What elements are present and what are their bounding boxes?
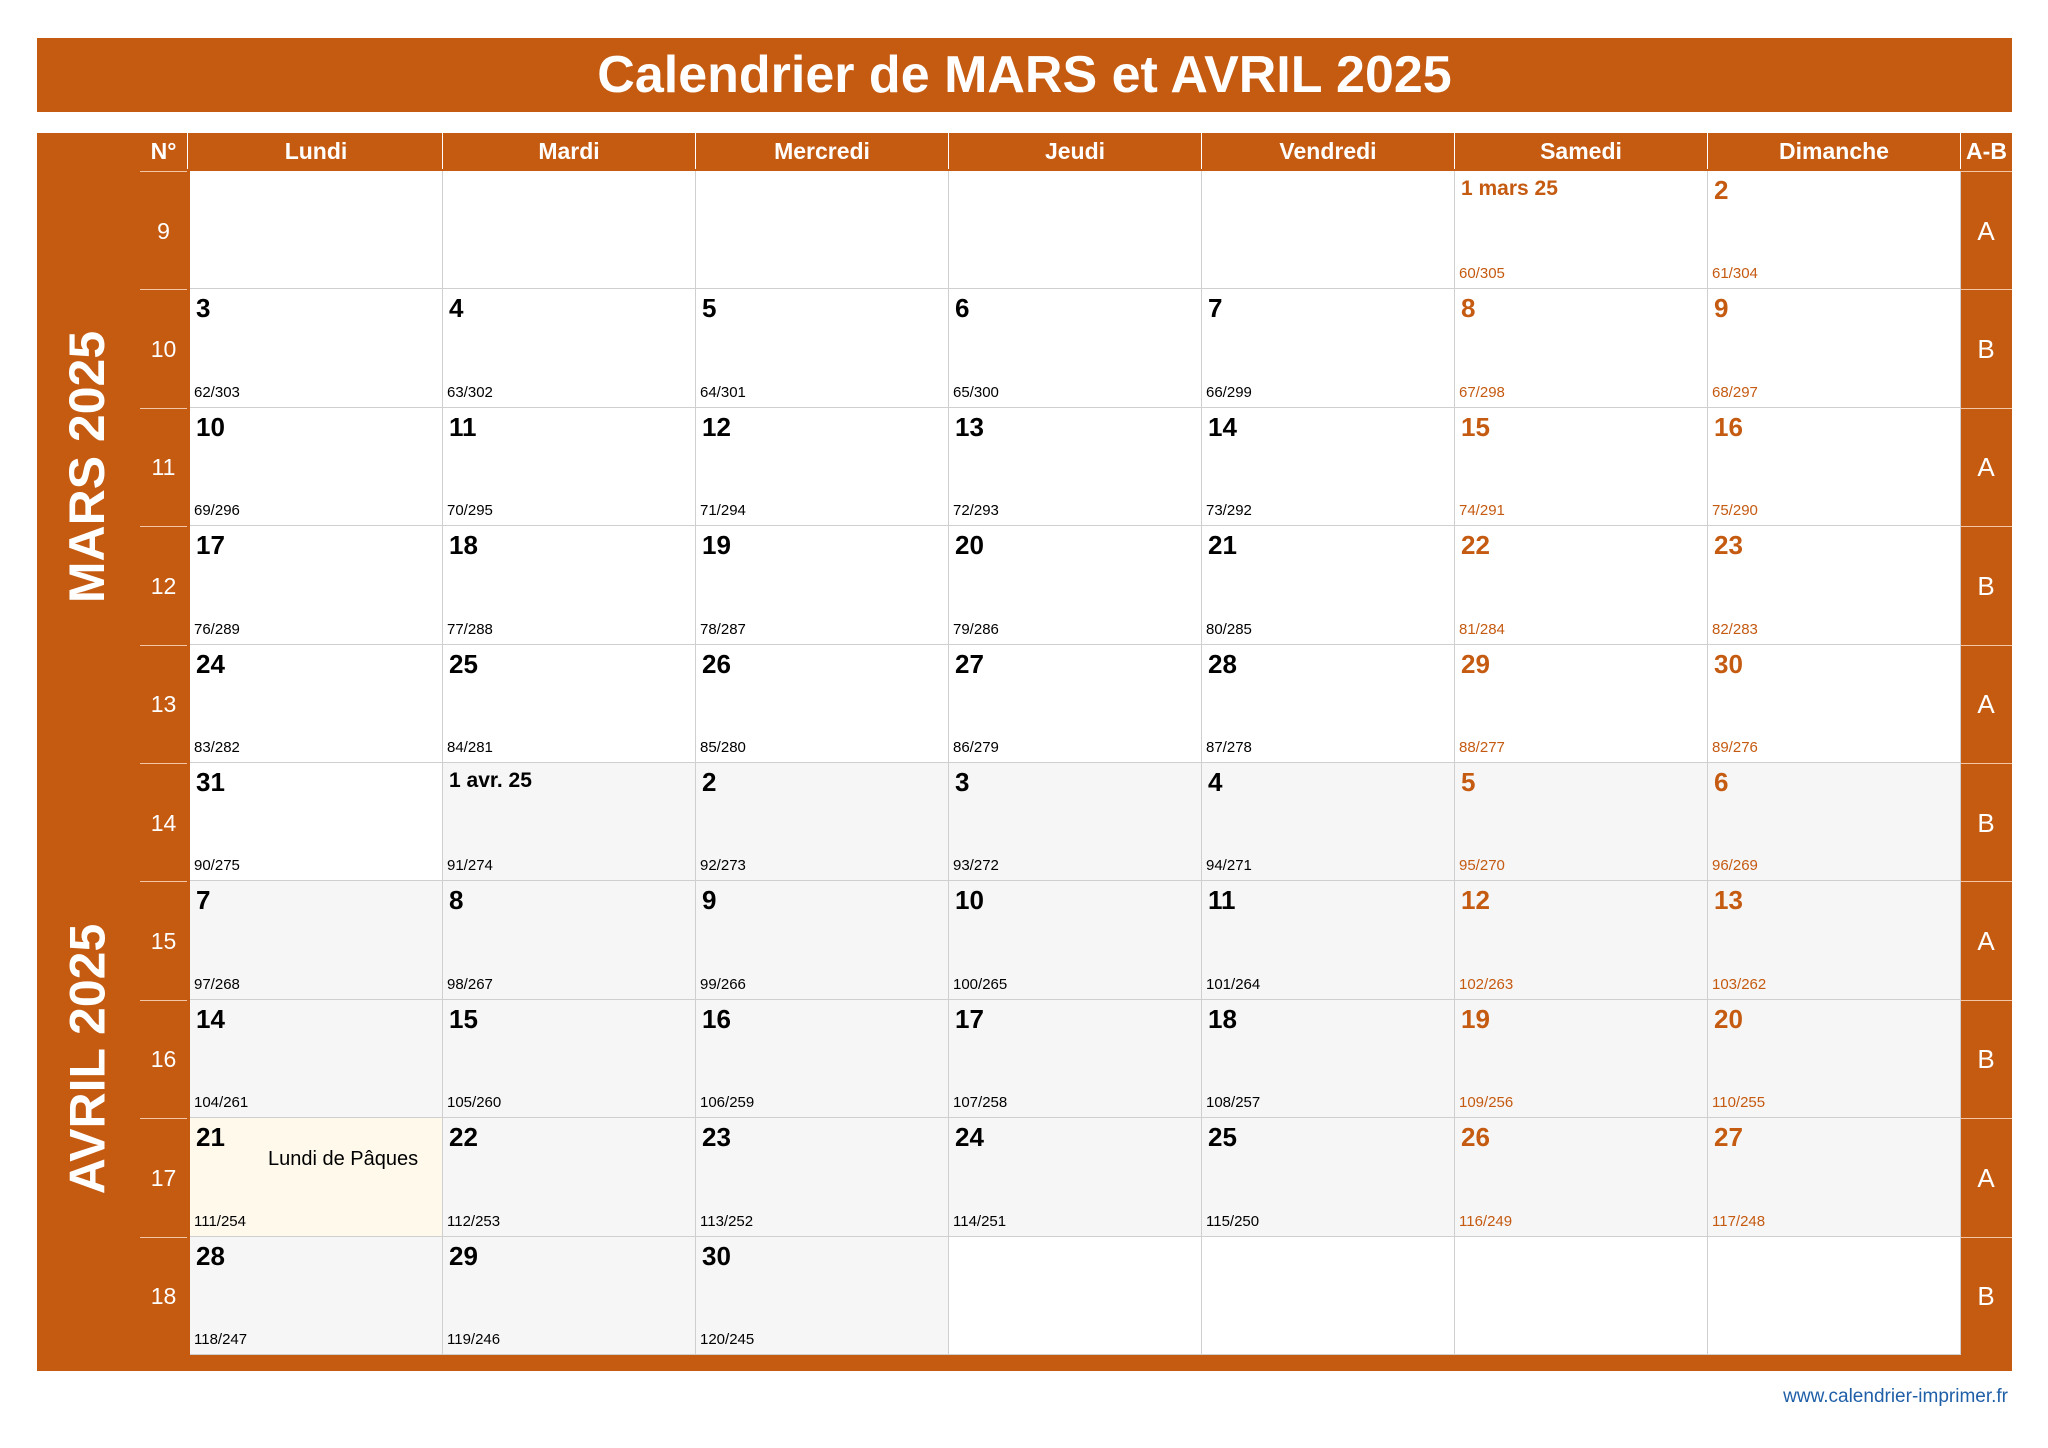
day-cell[interactable] — [190, 1237, 443, 1355]
day-of-year-count: 72/293 — [953, 502, 999, 520]
day-of-year-count: 65/300 — [953, 383, 999, 401]
day-of-year-count: 103/262 — [1712, 975, 1767, 993]
day-of-year-count: 102/263 — [1459, 975, 1514, 993]
day-number: 3 — [955, 767, 970, 797]
day-cell[interactable] — [696, 289, 949, 407]
day-cell[interactable] — [443, 1118, 696, 1236]
day-number: 3 — [196, 293, 211, 324]
day-of-year-count: 98/267 — [447, 975, 493, 993]
day-number: 14 — [196, 1003, 225, 1034]
day-cell[interactable] — [1202, 526, 1455, 644]
week-number: 15 — [140, 881, 187, 1000]
day-cell[interactable] — [443, 408, 696, 526]
day-cell[interactable] — [696, 881, 949, 999]
empty-day-cell — [696, 171, 949, 289]
header-sunday: Dimanche — [1708, 133, 1961, 169]
week-ab-label: B — [1960, 526, 2012, 645]
empty-day-cell — [1202, 171, 1455, 289]
day-number: 2 — [1714, 175, 1729, 205]
week-ab-label: A — [1960, 1118, 2012, 1237]
header-week-number: N° — [140, 133, 188, 169]
day-cell[interactable] — [1455, 171, 1708, 289]
day-of-year-count: 105/260 — [447, 1094, 502, 1112]
week-number: 11 — [140, 408, 187, 527]
day-of-year-count: 88/277 — [1459, 738, 1505, 756]
day-number: 9 — [1714, 293, 1729, 324]
day-cell[interactable] — [1202, 408, 1455, 526]
day-of-year-count: 107/258 — [953, 1094, 1008, 1112]
header-ab: A-B — [1966, 137, 2007, 164]
day-number: 19 — [702, 530, 731, 561]
week-ab-label: B — [1960, 763, 2012, 882]
day-cell[interactable] — [696, 645, 949, 763]
day-of-year-count: 62/303 — [194, 383, 240, 401]
day-number: 11 — [1208, 885, 1236, 916]
day-cell[interactable] — [696, 408, 949, 526]
day-number: 30 — [1714, 648, 1743, 679]
day-number: 21 — [1208, 530, 1237, 561]
day-number: 12 — [702, 411, 731, 442]
day-of-year-count: 114/251 — [953, 1212, 1007, 1230]
day-cell[interactable] — [1202, 881, 1455, 999]
day-of-year-count: 64/301 — [700, 383, 746, 401]
day-cell[interactable] — [1708, 1118, 1961, 1236]
week-number: 10 — [140, 289, 187, 408]
day-of-year-count: 68/297 — [1712, 383, 1758, 401]
day-of-year-count: 77/288 — [447, 620, 493, 638]
day-of-year-count: 70/295 — [447, 502, 493, 520]
day-number: 28 — [1208, 648, 1237, 679]
day-cell[interactable] — [949, 1118, 1202, 1236]
day-cell[interactable] — [443, 289, 696, 407]
day-number: 5 — [1461, 767, 1476, 797]
empty-day-cell — [1202, 1237, 1455, 1355]
day-of-year-count: 69/296 — [194, 502, 240, 520]
day-cell[interactable] — [1708, 526, 1961, 644]
day-cell[interactable] — [190, 526, 443, 644]
holiday-label: Lundi de Pâques — [268, 1148, 419, 1171]
day-cell[interactable] — [1455, 408, 1708, 526]
day-of-year-count: 115/250 — [1206, 1212, 1260, 1230]
day-of-year-count: 120/245 — [700, 1330, 755, 1348]
day-cell[interactable] — [1455, 881, 1708, 999]
day-cell[interactable] — [1455, 763, 1708, 881]
week-ab-label: B — [1960, 1000, 2012, 1119]
week-ab-label: B — [1960, 1237, 2012, 1356]
day-number: 10 — [196, 411, 225, 442]
day-cell[interactable] — [190, 645, 443, 763]
day-number: 23 — [702, 1122, 731, 1153]
day-number: 18 — [1208, 1003, 1237, 1034]
day-of-year-count: 116/249 — [1459, 1212, 1513, 1230]
day-of-year-count: 90/275 — [194, 857, 240, 875]
day-cell[interactable] — [1708, 763, 1961, 881]
empty-day-cell — [1708, 1237, 1961, 1355]
day-cell[interactable] — [696, 763, 949, 881]
day-cell[interactable] — [443, 881, 696, 999]
day-number: 22 — [449, 1122, 478, 1153]
day-cell[interactable] — [1455, 526, 1708, 644]
day-cell[interactable] — [1455, 1118, 1708, 1236]
day-of-year-count: 113/252 — [700, 1212, 754, 1230]
day-number: 6 — [1714, 767, 1729, 797]
day-cell[interactable] — [949, 289, 1202, 407]
day-number: 19 — [1461, 1003, 1490, 1034]
day-number: 5 — [702, 293, 717, 324]
day-of-year-count: 75/290 — [1712, 502, 1758, 520]
day-number: 8 — [449, 885, 464, 916]
day-cell[interactable] — [1202, 763, 1455, 881]
day-cell[interactable] — [949, 763, 1202, 881]
day-of-year-count: 96/269 — [1712, 857, 1758, 875]
day-number: 4 — [449, 293, 464, 324]
day-of-year-count: 111/254 — [194, 1212, 246, 1230]
day-of-year-count: 63/302 — [447, 383, 493, 401]
day-of-year-count: 67/298 — [1459, 383, 1505, 401]
week-number: 9 — [140, 171, 187, 290]
week-number: 18 — [140, 1237, 187, 1356]
day-number: 10 — [955, 885, 984, 916]
day-number: 16 — [1714, 411, 1743, 442]
day-of-year-count: 91/274 — [447, 857, 493, 875]
day-cell[interactable] — [190, 408, 443, 526]
day-number: 25 — [1208, 1122, 1237, 1153]
day-cell[interactable] — [443, 645, 696, 763]
day-number: 25 — [449, 648, 478, 679]
day-of-year-count: 99/266 — [700, 975, 746, 993]
day-number: 24 — [196, 648, 225, 679]
month-band-march — [37, 171, 138, 763]
day-number: 2 — [702, 767, 717, 797]
day-number: 26 — [702, 648, 731, 679]
day-of-year-count: 94/271 — [1206, 857, 1252, 875]
day-cell[interactable] — [1708, 408, 1961, 526]
day-number: 8 — [1461, 293, 1476, 324]
day-cell[interactable] — [190, 1118, 443, 1236]
day-cell[interactable] — [949, 881, 1202, 999]
day-cell[interactable] — [1202, 1000, 1455, 1118]
day-number: 7 — [196, 885, 211, 916]
day-number: 16 — [702, 1003, 731, 1034]
day-cell[interactable] — [1202, 289, 1455, 407]
day-cell[interactable] — [949, 645, 1202, 763]
day-number: 9 — [702, 885, 717, 916]
day-of-year-count: 66/299 — [1206, 383, 1252, 401]
week-number: 16 — [140, 1000, 187, 1119]
day-number: 23 — [1714, 530, 1743, 561]
day-of-year-count: 101/264 — [1206, 975, 1261, 993]
day-cell[interactable] — [190, 881, 443, 999]
day-of-year-count: 89/276 — [1712, 738, 1758, 756]
day-of-year-count: 78/287 — [700, 620, 746, 638]
day-number: 27 — [1714, 1122, 1743, 1153]
day-cell[interactable] — [443, 1000, 696, 1118]
day-of-year-count: 82/283 — [1712, 620, 1758, 638]
day-of-year-count: 71/294 — [700, 502, 746, 520]
day-number: 17 — [955, 1003, 984, 1034]
day-of-year-count: 119/246 — [447, 1330, 501, 1348]
header-friday: Vendredi — [1202, 133, 1455, 169]
day-cell[interactable] — [1455, 1000, 1708, 1118]
day-cell[interactable] — [1202, 645, 1455, 763]
week-ab-label: A — [1960, 408, 2012, 527]
day-number: 21 — [196, 1122, 225, 1153]
empty-day-cell — [949, 171, 1202, 289]
day-of-year-count: 110/255 — [1712, 1094, 1766, 1112]
day-of-year-count: 81/284 — [1459, 620, 1505, 638]
day-cell[interactable] — [1708, 1000, 1961, 1118]
day-cell[interactable] — [443, 1237, 696, 1355]
week-ab-label: B — [1960, 289, 2012, 408]
week-number: 14 — [140, 763, 187, 882]
day-number: 27 — [955, 648, 984, 679]
day-of-year-count: 92/273 — [700, 857, 746, 875]
day-of-year-count: 79/286 — [953, 620, 999, 638]
day-of-year-count: 73/292 — [1206, 502, 1252, 520]
day-number: 18 — [449, 530, 478, 561]
day-cell[interactable] — [190, 763, 443, 881]
week-ab-label: A — [1960, 645, 2012, 764]
day-cell[interactable] — [696, 1237, 949, 1355]
day-of-year-count: 87/278 — [1206, 738, 1252, 756]
header-thursday: Jeudi — [949, 133, 1202, 169]
day-number: 29 — [1461, 648, 1490, 679]
day-number: 20 — [955, 530, 984, 561]
day-number: 12 — [1461, 885, 1490, 916]
day-cell[interactable] — [1708, 881, 1961, 999]
day-number: 14 — [1208, 411, 1237, 442]
week-number: 12 — [140, 526, 187, 645]
day-number: 29 — [449, 1240, 478, 1271]
day-of-year-count: 97/268 — [194, 975, 240, 993]
day-cell[interactable] — [949, 408, 1202, 526]
calendar-title: Calendrier de MARS et AVRIL 2025 — [37, 38, 2012, 112]
day-number: 4 — [1208, 767, 1223, 797]
day-of-year-count: 93/272 — [953, 857, 999, 875]
month-label-march: MARS 2025 — [59, 330, 116, 604]
day-of-year-count: 85/280 — [700, 738, 746, 756]
day-of-year-count: 95/270 — [1459, 857, 1505, 875]
day-number: 15 — [1461, 411, 1490, 442]
day-number: 22 — [1461, 530, 1490, 561]
day-cell[interactable] — [949, 526, 1202, 644]
day-number: 1 mars 25 — [1461, 177, 1558, 200]
day-of-year-count: 104/261 — [194, 1094, 249, 1112]
day-cell[interactable] — [696, 526, 949, 644]
day-of-year-count: 61/304 — [1712, 265, 1758, 283]
day-of-year-count: 76/289 — [194, 620, 240, 638]
day-number: 13 — [1714, 885, 1743, 916]
calendar-grid — [37, 133, 2012, 1371]
day-number: 17 — [196, 530, 225, 561]
day-of-year-count: 117/248 — [1712, 1212, 1766, 1230]
day-of-year-count: 86/279 — [953, 738, 999, 756]
day-cell[interactable] — [1455, 645, 1708, 763]
day-cell[interactable] — [949, 1000, 1202, 1118]
day-number: 31 — [196, 767, 225, 797]
day-cell[interactable] — [1708, 171, 1961, 289]
day-of-year-count: 106/259 — [700, 1094, 755, 1112]
day-of-year-count: 108/257 — [1206, 1094, 1261, 1112]
day-number: 11 — [449, 411, 477, 442]
day-number: 26 — [1461, 1122, 1490, 1153]
day-number: 1 avr. 25 — [449, 769, 532, 792]
day-cell[interactable] — [1455, 289, 1708, 407]
day-of-year-count: 118/247 — [194, 1330, 248, 1348]
day-number: 7 — [1208, 293, 1223, 324]
header-monday: Lundi — [190, 133, 443, 169]
week-number: 13 — [140, 645, 187, 764]
day-number: 30 — [702, 1240, 731, 1271]
week-number: 17 — [140, 1118, 187, 1237]
day-number: 6 — [955, 293, 970, 324]
footer-website-link[interactable]: www.calendrier-imprimer.fr — [1783, 1386, 2008, 1407]
empty-day-cell — [949, 1237, 1202, 1355]
day-number: 20 — [1714, 1003, 1743, 1034]
empty-day-cell — [443, 171, 696, 289]
day-cell[interactable] — [443, 763, 696, 881]
day-of-year-count: 84/281 — [447, 738, 493, 756]
day-number: 28 — [196, 1240, 225, 1271]
month-band-april — [37, 763, 138, 1355]
day-cell[interactable] — [696, 1000, 949, 1118]
day-of-year-count: 60/305 — [1459, 265, 1505, 283]
day-number: 24 — [955, 1122, 984, 1153]
day-of-year-count: 109/256 — [1459, 1094, 1514, 1112]
day-number: 13 — [955, 411, 984, 442]
day-cell[interactable] — [1202, 1118, 1455, 1236]
week-ab-label: A — [1960, 881, 2012, 1000]
day-of-year-count: 100/265 — [953, 975, 1008, 993]
month-label-april: AVRIL 2025 — [59, 923, 116, 1195]
day-cell[interactable] — [1708, 289, 1961, 407]
day-of-year-count: 112/253 — [447, 1212, 501, 1230]
day-cell[interactable] — [696, 1118, 949, 1236]
day-of-year-count: 80/285 — [1206, 620, 1252, 638]
day-cell[interactable] — [1708, 645, 1961, 763]
header-tuesday: Mardi — [443, 133, 696, 169]
empty-day-cell — [190, 171, 443, 289]
header-saturday: Samedi — [1455, 133, 1708, 169]
day-cell[interactable] — [190, 289, 443, 407]
day-cell[interactable] — [443, 526, 696, 644]
header-wednesday: Mercredi — [696, 133, 949, 169]
day-cell[interactable] — [190, 1000, 443, 1118]
day-number: 15 — [449, 1003, 478, 1034]
day-of-year-count: 74/291 — [1459, 502, 1505, 520]
week-ab-label: A — [1960, 171, 2012, 290]
empty-day-cell — [1455, 1237, 1708, 1355]
day-of-year-count: 83/282 — [194, 738, 240, 756]
